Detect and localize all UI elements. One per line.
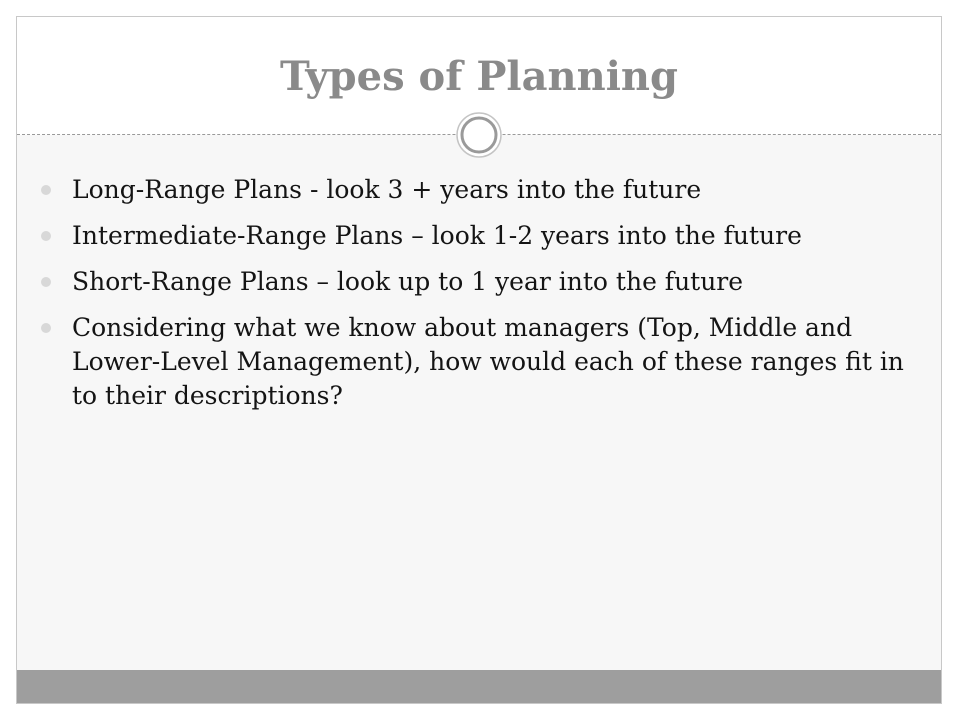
bullet-dot-icon <box>41 185 51 195</box>
bullet-item <box>39 311 919 413</box>
slide-title: Types of Planning <box>280 53 678 100</box>
bullet-text: Considering what we know about managers (Top, Middle and Lower-Level Management), how would each of these ranges fit in to their descriptions? <box>72 313 904 410</box>
bullet-list <box>39 173 919 413</box>
ring-ornament-icon <box>456 112 502 158</box>
bullet-dot-icon <box>41 231 51 241</box>
footer-bar <box>17 670 941 703</box>
bullet-text: Short-Range Plans – look up to 1 year into the future <box>72 267 744 296</box>
bullet-item <box>39 173 919 207</box>
bullet-item <box>39 265 919 299</box>
slide <box>16 16 942 704</box>
bullet-text: Long-Range Plans - look 3 + years into the future <box>72 175 702 204</box>
bullet-item <box>39 219 919 253</box>
bullet-text: Intermediate-Range Plans – look 1-2 years into the future <box>72 221 802 250</box>
slide-content <box>39 173 919 425</box>
bullet-dot-icon <box>41 277 51 287</box>
bullet-dot-icon <box>41 323 51 333</box>
